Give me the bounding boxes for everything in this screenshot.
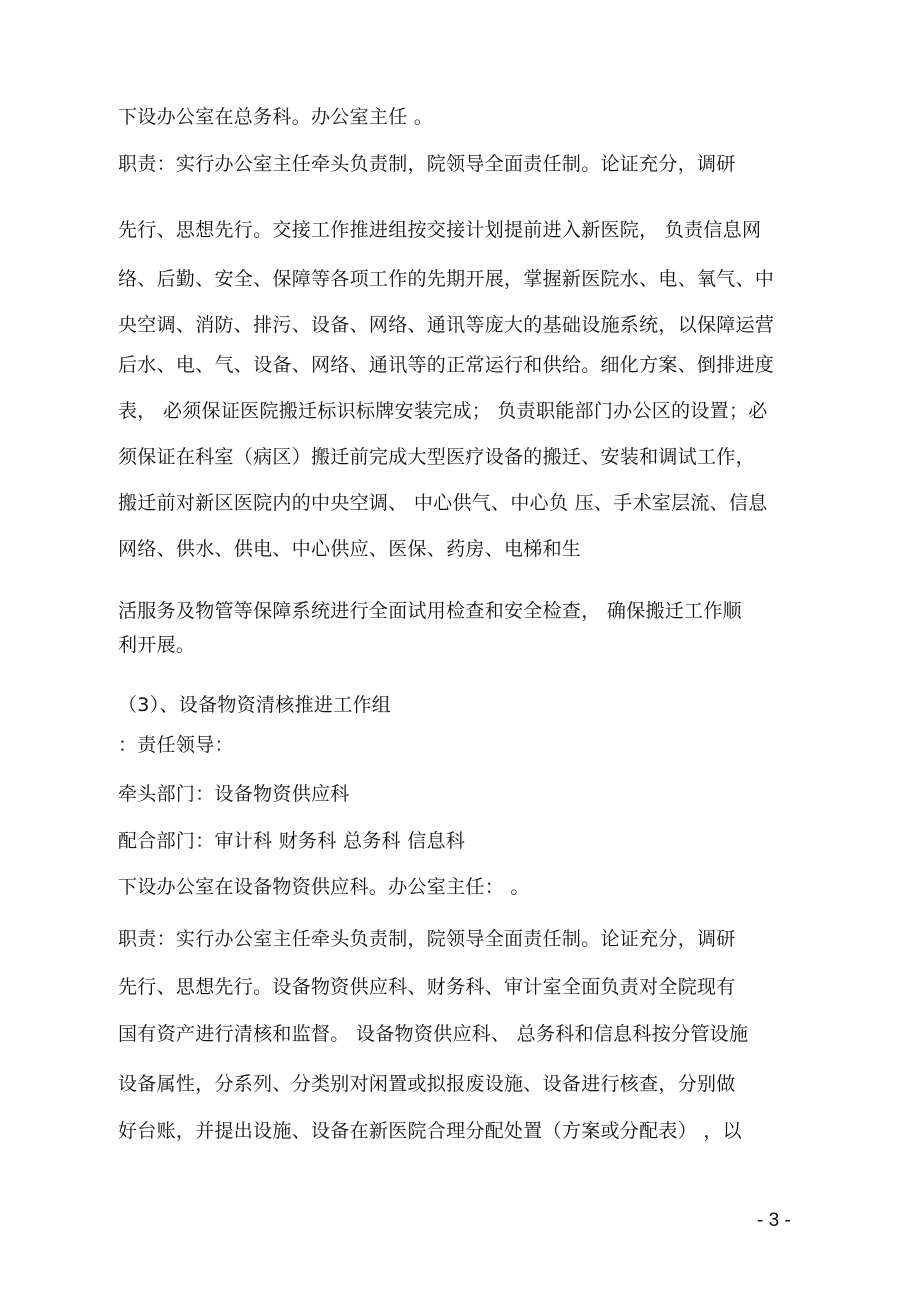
text-line: 利开展。	[118, 634, 196, 656]
text-line: 职责：实行办公室主任牵头负责制，院领导全面责任制。论证充分，调研	[118, 153, 736, 175]
text-line: 后水、电、气、设备、网络、通讯等的正常运行和供给。细化方案、倒排进度	[118, 354, 775, 376]
text-line: 牵头部门：设备物资供应科	[118, 783, 350, 805]
page-number: - 3 -	[757, 1210, 791, 1231]
text-line: 设备属性，分系列、分类别对闲置或拟报废设施、设备进行核查，分别做	[118, 1073, 736, 1095]
text-line: 活服务及物管等保障系统进行全面试用检查和安全检查， 确保搬迁工作顺	[118, 600, 742, 622]
text-line: 先行、思想先行。交接工作推进组按交接计划提前进入新医院， 负责信息网	[118, 219, 762, 241]
text-line: 须保证在科室（病区）搬迁前完成大型医疗设备的搬迁、安装和调试工作，	[118, 446, 755, 468]
text-line: 先行、思想先行。设备物资供应科、财务科、审计室全面负责对全院现有	[118, 976, 736, 998]
text-line: 好台账，并提出设施、设备在新医院合理分配处置（方案或分配表） ，以	[118, 1120, 742, 1142]
text-line: 搬迁前对新区医院内的中央空调、 中心供气、中心负 压、手术室层流、信息	[118, 492, 768, 514]
text-line: 网络、供水、供电、中心供应、医保、药房、电梯和生	[118, 538, 582, 560]
text-line: 下设办公室在总务科。办公室主任 。	[118, 106, 434, 128]
text-line: 表， 必须保证医院搬迁标识标牌安装完成； 负责职能部门办公区的设置；必	[118, 400, 768, 422]
text-line: 职责：实行办公室主任牵头负责制，院领导全面责任制。论证充分，调研	[118, 928, 736, 950]
text-line: 络、后勤、安全、保障等各项工作的先期开展，掌握新医院水、电、氧气、中	[118, 268, 775, 290]
text-line: 配合部门：审计科 财务科 总务科 信息科	[118, 830, 466, 852]
text-line: 下设办公室在设备物资供应科。办公室主任： 。	[118, 876, 530, 898]
text-line: ：责任领导：	[118, 734, 234, 756]
section-heading: （3）、设备物资清核推进工作组	[118, 694, 392, 716]
text-line: 央空调、消防、排污、设备、网络、通讯等庞大的基础设施系统，以保障运营	[118, 314, 775, 336]
text-line: 国有资产进行清核和监督。 设备物资供应科、 总务科和信息科按分管设施	[118, 1023, 749, 1045]
